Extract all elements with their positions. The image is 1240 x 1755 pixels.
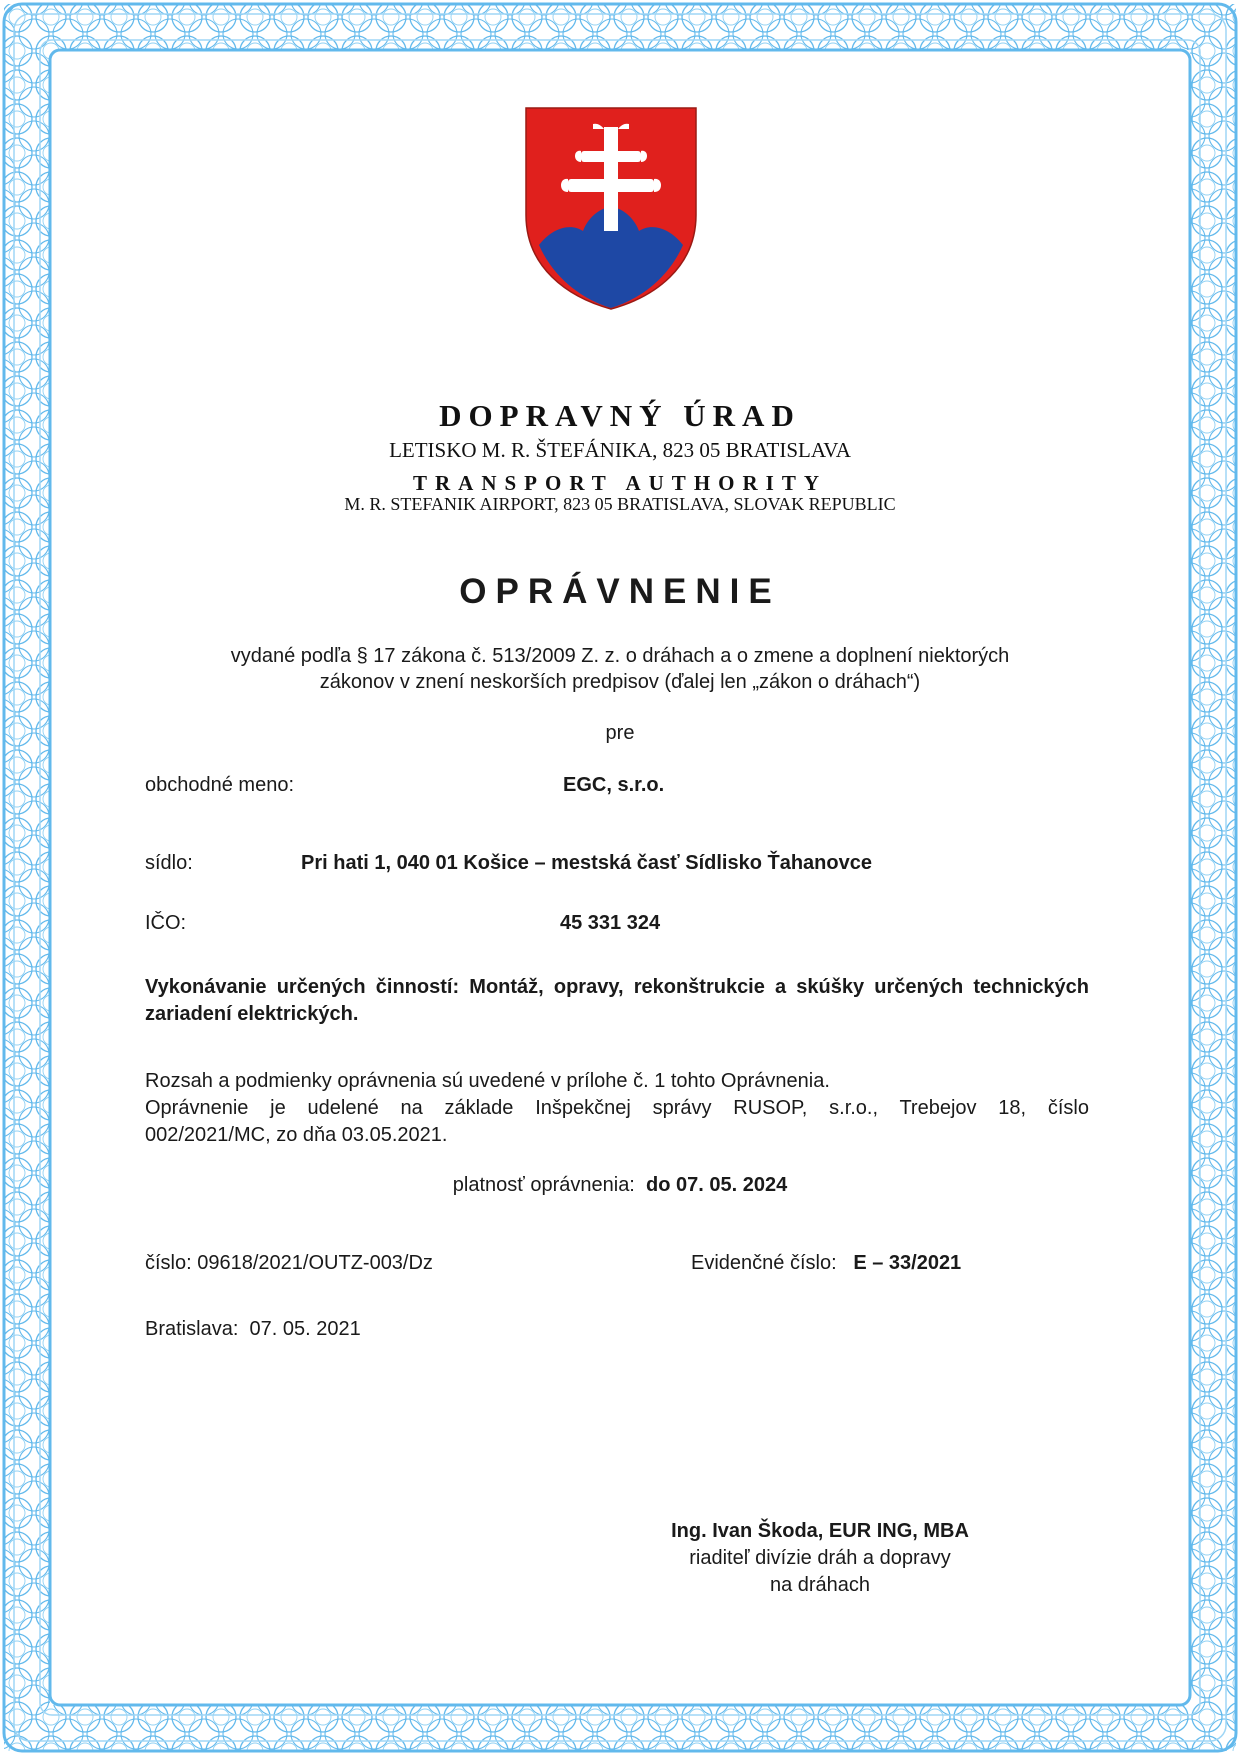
- company-name-value: EGC, s.r.o.: [563, 774, 665, 796]
- document-title: OPRÁVNENIE: [459, 572, 781, 611]
- evidence-number-label: Evidenčné číslo:: [691, 1252, 837, 1274]
- seat-label: sídlo:: [145, 852, 193, 874]
- reference-number-label: číslo:: [145, 1252, 192, 1274]
- scope-line-1: Rozsah a podmienky oprávnenia sú uvedené v prílohe č. 1 tohto Oprávnenia.: [145, 1070, 830, 1092]
- scope-line-2: Oprávnenie je udelené na základe Inšpekčnej správy RUSOP, s.r.o., Trebejov 18, číslo: [145, 1097, 1089, 1119]
- signatory-block: [600, 1518, 1040, 1599]
- signatory-title-line-2: na dráhach: [769, 1574, 871, 1596]
- activities-text: Vykonávanie určených činností: Montáž, opravy, rekonštrukcie a skúšky určených technických zariadení elektrických.: [145, 976, 1089, 1025]
- authority-name-sk: DOPRAVNÝ ÚRAD: [439, 398, 801, 433]
- validity-label: platnosť oprávnenia:: [452, 1174, 635, 1196]
- evidence-number-value: E – 33/2021: [853, 1252, 962, 1274]
- authority-name-en: TRANSPORT AUTHORITY: [412, 471, 827, 495]
- scope-line-3: 002/2021/MC, zo dňa 03.05.2021.: [145, 1124, 448, 1146]
- evidence-number: [691, 1252, 961, 1275]
- for-label: pre: [605, 722, 635, 744]
- reference-number-value: 09618/2021/OUTZ-003/Dz: [197, 1252, 433, 1274]
- reference-number: [145, 1252, 433, 1275]
- slovak-coat-of-arms-icon: [523, 105, 699, 311]
- issue-date: 07. 05. 2021: [249, 1318, 361, 1340]
- company-name-label: obchodné meno:: [145, 774, 295, 796]
- ico-label: IČO:: [145, 912, 187, 934]
- signatory-title-line-1: riaditeľ divízie dráh a dopravy: [689, 1547, 951, 1569]
- seat-value: Pri hati 1, 040 01 Košice – mestská časť Sídlisko Ťahanovce: [301, 852, 872, 874]
- validity: [0, 1174, 1240, 1197]
- authority-address-en: M. R. STEFANIK AIRPORT, 823 05 BRATISLAVA, SLOVAK REPUBLIC: [344, 494, 896, 514]
- issue-place-label: Bratislava:: [145, 1318, 239, 1340]
- validity-value: do 07. 05. 2024: [646, 1174, 788, 1196]
- signatory-name: Ing. Ivan Škoda, EUR ING, MBA: [671, 1520, 969, 1542]
- legal-basis-line-1: vydané podľa § 17 zákona č. 513/2009 Z. z. o dráhach a o zmene a doplnení niektorých: [230, 645, 1010, 667]
- ico-value: 45 331 324: [560, 912, 661, 934]
- authority-address-sk: LETISKO M. R. ŠTEFÁNIKA, 823 05 BRATISLAVA: [389, 438, 851, 462]
- issue-place-date: [145, 1318, 361, 1341]
- scope-text: [145, 1068, 1089, 1149]
- legal-basis: [0, 643, 1240, 695]
- legal-basis-line-2: zákonov v znení neskorších predpisov (ďalej len „zákon o dráhach“): [319, 671, 921, 693]
